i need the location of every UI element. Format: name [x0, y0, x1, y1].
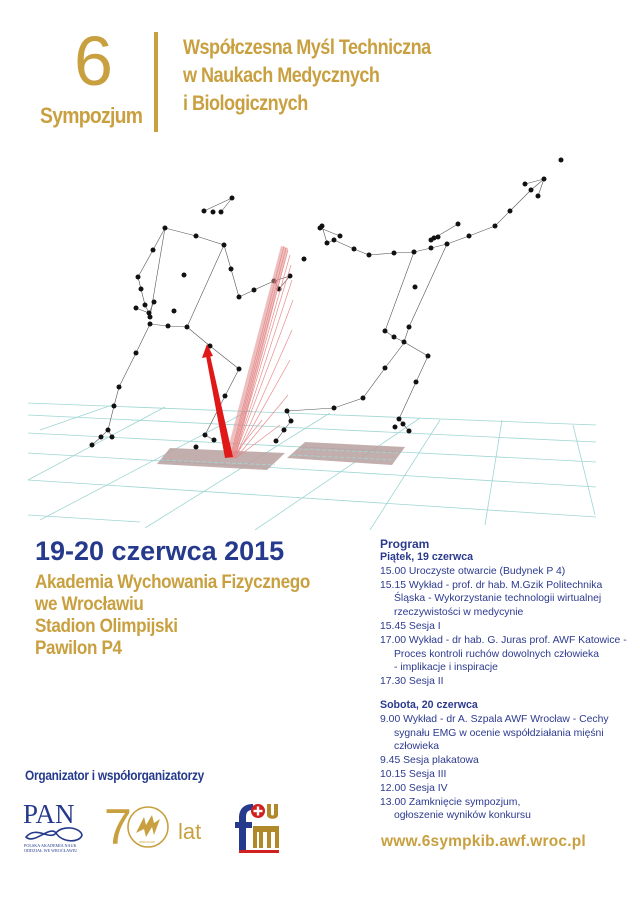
schedule-item: 15.15 Wykład - prof. dr hab. M.Gzik Politechnika — [380, 579, 603, 591]
venue-line: Akademia Wychowania Fizycznego — [35, 572, 310, 593]
schedule-item-continuation: człowieka — [394, 741, 440, 753]
schedule-item: 12.00 Sesja IV — [380, 782, 448, 794]
event-dates: 19-20 czerwca 2015 — [35, 536, 285, 566]
header-divider — [154, 32, 158, 132]
schedule-item: 15.45 Sesja I — [380, 620, 441, 632]
event-venue — [35, 572, 310, 660]
schedule-item: 10.15 Sesja III — [380, 768, 447, 780]
spacer — [380, 689, 635, 699]
skeleton-markers — [90, 158, 564, 450]
schedule-item: 13.00 Zamknięcie sympozjum, — [380, 796, 521, 808]
awf-70-years-logo-icon — [104, 797, 214, 855]
svg-text:7: 7 — [104, 799, 132, 855]
pan-logo-icon — [20, 797, 90, 855]
svg-text:lat: lat — [178, 819, 202, 844]
svg-text:WROCŁAW: WROCŁAW — [139, 840, 155, 844]
schedule-item-continuation: rzeczywistości w medycynie — [394, 607, 524, 619]
symposium-title — [183, 34, 431, 118]
schedule-item: 17.30 Sesja II — [380, 676, 444, 688]
venue-line: we Wrocławiu — [35, 594, 144, 615]
organizers-heading: Organizator i współorganizatorzy — [25, 768, 205, 783]
force-plate-right — [287, 442, 405, 465]
day-heading: Sobota, 20 czerwca — [380, 698, 478, 711]
svg-text:ODDZIAŁ WE WROCŁAWIU: ODDZIAŁ WE WROCŁAWIU — [24, 848, 78, 853]
schedule-item-continuation: Proces kontroli ruchów dowolnych człowieka — [394, 648, 600, 660]
pan-logo-text: PAN — [23, 799, 75, 829]
title-line: w Naukach Medycznych — [183, 64, 380, 87]
force-plate-left — [157, 448, 285, 470]
venue-line: Stadion Olimpijski — [35, 616, 178, 637]
schedule-item: 9.00 Wykład - dr A. Szpala AWF Wrocław - Cechy — [380, 713, 609, 725]
schedule-item: 15.00 Uroczyste otwarcie (Budynek P 4) — [380, 565, 566, 577]
program-schedule — [380, 537, 635, 823]
schedule-item-continuation: ogłoszenie wyników konkursu — [394, 810, 531, 822]
schedule-item-continuation: sygnału EMG w ocenie współdziałania mięśni — [394, 727, 604, 739]
program-title: Program — [380, 537, 430, 551]
edition-label: Sympozjum — [40, 103, 143, 128]
title-line: i Biologicznych — [183, 92, 308, 115]
venue-line: Pawilon P4 — [35, 638, 122, 659]
day-heading: Piątek, 19 czerwca — [380, 551, 474, 563]
svg-text:POLSKA AKADEMIA NAUK: POLSKA AKADEMIA NAUK — [24, 843, 77, 848]
motion-capture-figure — [0, 140, 640, 530]
title-line: Współczesna Myśl Techniczna — [183, 36, 431, 59]
edition-number: 6 — [74, 22, 113, 100]
ground-grid — [28, 403, 596, 530]
force-arrow-icon — [202, 344, 233, 458]
website-link[interactable]: www.6sympkib.awf.wroc.pl — [381, 833, 586, 850]
schedule-item-continuation: - implikacje i inspiracje — [394, 662, 498, 674]
fum-logo-icon — [233, 798, 283, 856]
skeleton-links — [92, 179, 544, 445]
schedule-item: 17.00 Wykład - dr hab. G. Juras prof. AWF Katowice - — [380, 634, 627, 646]
schedule-item-continuation: Śląska - Wykorzystanie technologii wirtualnej — [394, 593, 602, 605]
schedule-item: 9.45 Sesja plakatowa — [380, 755, 479, 767]
